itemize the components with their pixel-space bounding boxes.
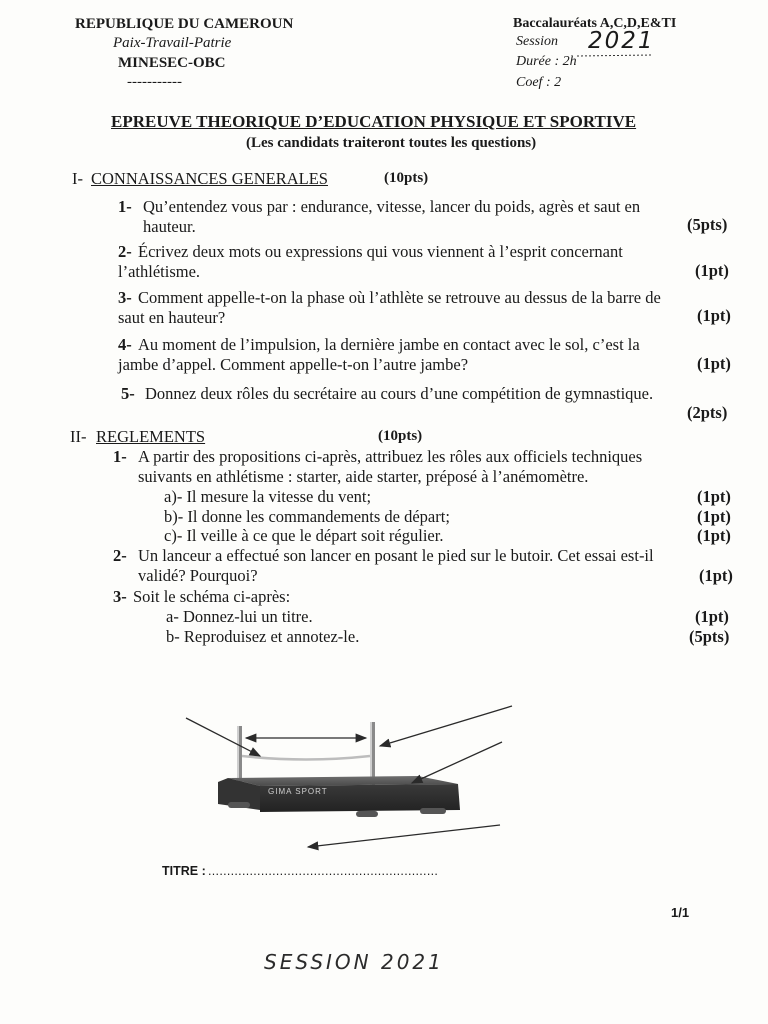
s1-q5-number: 5- (121, 384, 135, 403)
section1-points: (10pts) (384, 170, 429, 186)
s2-q2-points: (1pt) (699, 566, 733, 585)
s2-q1-a-points: (1pt) (697, 487, 731, 506)
page-number: 1/1 (671, 905, 690, 920)
s1-q1-number: 1- (118, 197, 132, 216)
s1-q1-line1: Qu’entendez vous par : endurance, vitesse, lancer du poids, agrès et saut en (143, 197, 641, 216)
s2-q1-line2: suivants en athlétisme : starter, aide starter, préposé à l’anémomètre. (138, 467, 589, 486)
mat-pointer-arrow (412, 742, 502, 783)
high-jump-diagram (0, 690, 768, 870)
s1-q4-line1: Au moment de l’impulsion, la dernière jambe en contact avec le sol, c’est la (138, 335, 640, 354)
s1-q3-points: (1pt) (697, 306, 731, 325)
s2-q2-line1: Un lanceur a effectué son lancer en posant le pied sur le butoir. Cet essai est-il (138, 546, 654, 565)
ministry-name: MINESEC-OBC (118, 55, 226, 71)
s2-q1-number: 1- (113, 447, 127, 466)
s1-q2-points: (1pt) (695, 261, 729, 280)
mat-brand: GIMA SPORT (268, 787, 328, 796)
s1-q5-points: (2pts) (687, 403, 728, 422)
upright-pointer-arrow (186, 718, 260, 756)
bar-pointer-arrow (380, 706, 512, 746)
landing-mat (218, 776, 460, 817)
country-name: REPUBLIQUE DU CAMEROUN (75, 16, 294, 32)
s2-q3-line1: Soit le schéma ci-après: (133, 587, 291, 606)
s1-q3-number: 3- (118, 288, 132, 307)
session-underline (577, 54, 657, 58)
s1-q2-number: 2- (118, 242, 132, 261)
s2-q3-a-text: a- Donnez-lui un titre. (166, 607, 313, 626)
s2-q2-line2: validé? Pourquoi? (138, 566, 258, 585)
session-value: 2021 (588, 28, 655, 54)
s2-q1-a-text: a)- Il mesure la vitesse du vent; (164, 487, 372, 506)
s2-q3-number: 3- (113, 587, 127, 606)
exam-name: Baccalauréats A,C,D,E&TI (513, 16, 677, 31)
s2-q1-c-text: c)- Il veille à ce que le départ soit régulier. (164, 526, 444, 545)
s1-q4-line2: jambe d’appel. Comment appelle-t-on l’autre jambe? (118, 355, 469, 374)
session-label: Session (516, 34, 558, 49)
s1-q3-line2: saut en hauteur? (118, 308, 226, 327)
exam-instructions: (Les candidats traiteront toutes les questions) (246, 135, 537, 151)
handwritten-session-note: SESSION 2021 (264, 950, 444, 974)
s1-q5-line1: Donnez deux rôles du secrétaire au cours d’une compétition de gymnastique. (145, 384, 654, 403)
s2-q1-b-text: b)- Il donne les commandements de départ; (164, 507, 450, 526)
ground-pointer-arrow (308, 825, 500, 847)
section2-title: REGLEMENTS (96, 427, 206, 446)
s2-q2-number: 2- (113, 546, 127, 565)
section2-points: (10pts) (378, 428, 423, 444)
s2-q1-b-points: (1pt) (697, 507, 731, 526)
s1-q2-line2: l’athlétisme. (118, 262, 201, 281)
s2-q3-b-text: b- Reproduisez et annotez-le. (166, 627, 360, 646)
s1-q4-number: 4- (118, 335, 132, 354)
s2-q3-a-points: (1pt) (695, 607, 729, 626)
s1-q3-line1: Comment appelle-t-on la phase où l’athlète se retrouve au dessus de la barre de (138, 288, 661, 307)
s1-q1-line2: hauteur. (143, 217, 196, 236)
s1-q2-line1: Écrivez deux mots ou expressions qui vous viennent à l’esprit concernant (138, 242, 623, 261)
section1-title: CONNAISSANCES GENERALES (91, 169, 328, 188)
s1-q4-points: (1pt) (697, 354, 731, 373)
figure-title-dots: ............................................................. (208, 864, 439, 878)
exam-coefficient: Coef : 2 (516, 75, 562, 90)
exam-title: EPREUVE THEORIQUE D’EDUCATION PHYSIQUE ET SPORTIVE (111, 112, 637, 131)
crossbar (242, 756, 370, 760)
s1-q1-points: (5pts) (687, 215, 728, 234)
s2-q1-c-points: (1pt) (697, 526, 731, 545)
section2-number: II- (70, 427, 87, 446)
exam-duration: Durée : 2h (516, 54, 577, 69)
s2-q3-b-points: (5pts) (689, 627, 730, 646)
section1-number: I- (72, 169, 83, 188)
s2-q1-line1: A partir des propositions ci-après, attribuez les rôles aux officiels techniques (138, 447, 643, 466)
header-separator: ----------- (127, 74, 182, 90)
national-motto: Paix-Travail-Patrie (113, 35, 232, 51)
left-upright (237, 726, 242, 786)
figure-title-label: TITRE : (162, 864, 206, 878)
